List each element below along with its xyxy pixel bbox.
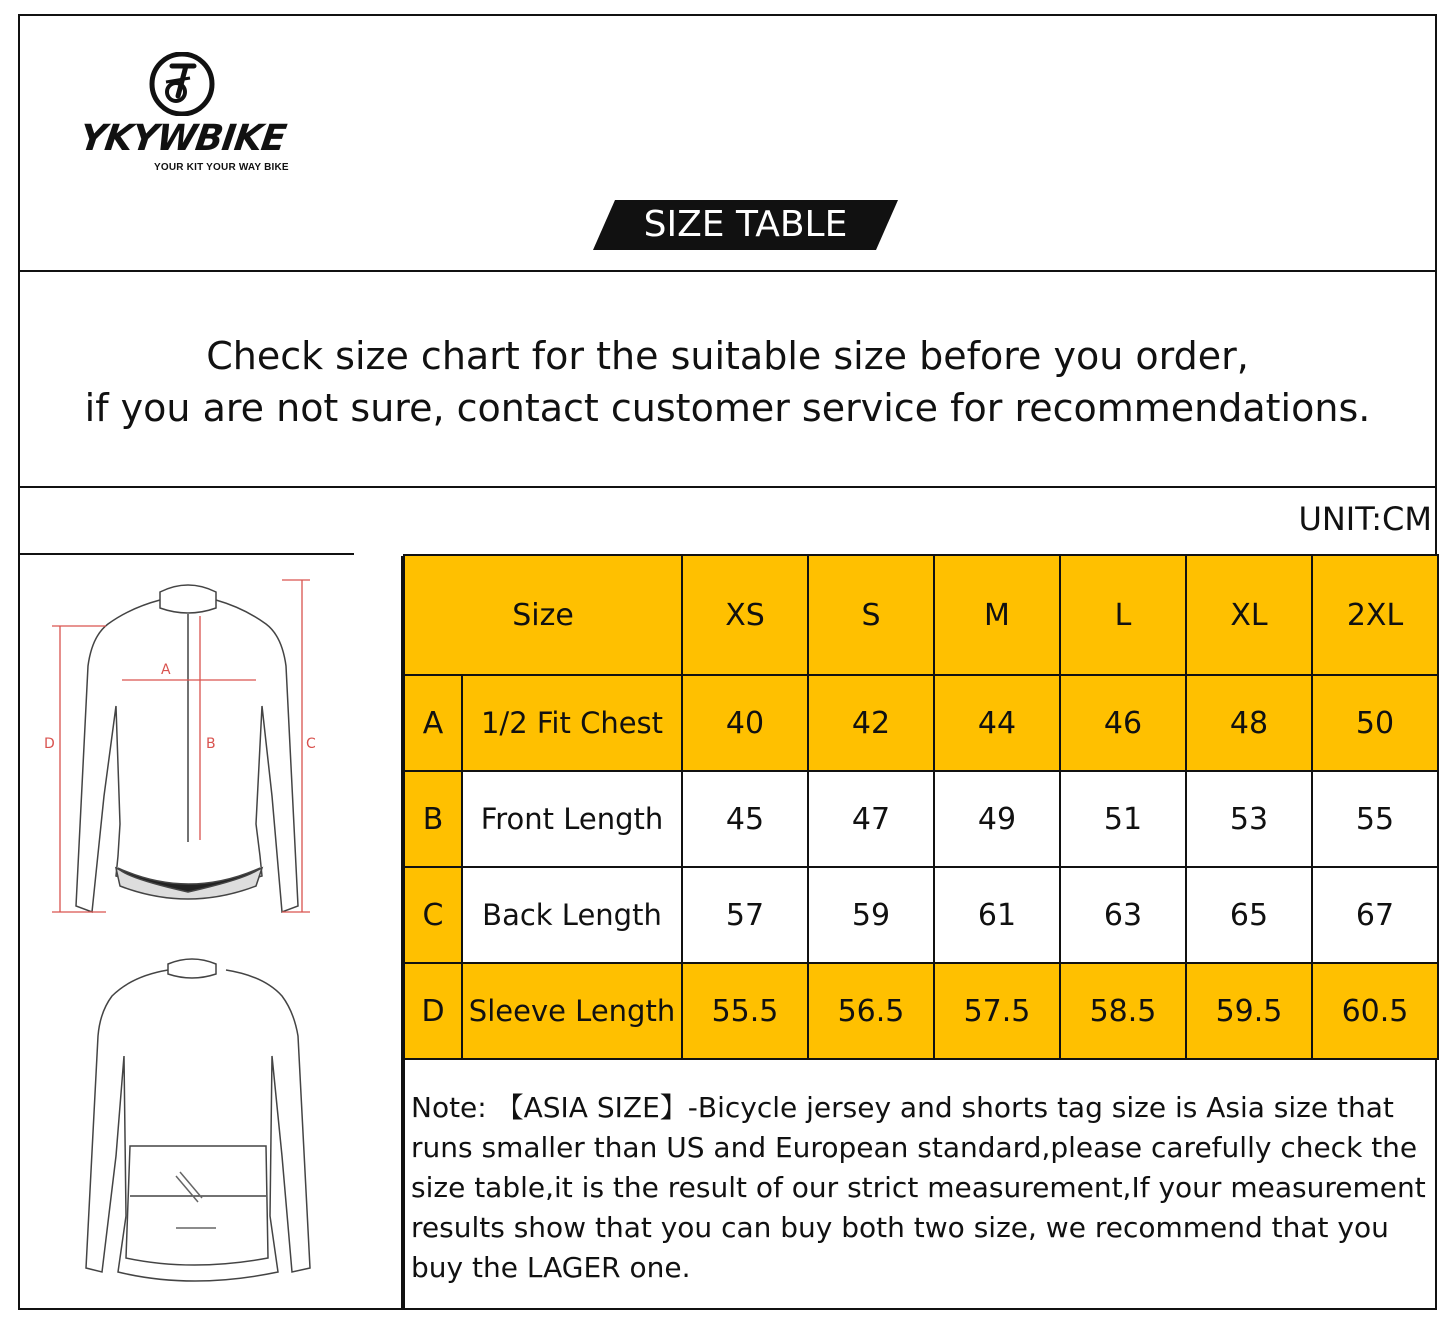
table-cell: 44 [934,675,1060,771]
jersey-diagram [20,556,403,1308]
unit-label: UNIT:CM [1298,500,1432,538]
intro-message [18,272,1437,488]
table-cell: 45 [682,771,808,867]
size-table-banner [593,200,898,250]
table-cell: 40 [682,675,808,771]
divider [18,553,354,555]
row-label: 1/2 Fit Chest [462,675,682,771]
size-header: Size [404,555,682,675]
row-key: C [404,867,462,963]
size-s: S [808,555,934,675]
size-xl: XL [1186,555,1312,675]
size-xs: XS [682,555,808,675]
table-cell: 59.5 [1186,963,1312,1059]
table-cell: 60.5 [1312,963,1438,1059]
jersey-back-icon [86,959,310,1281]
table-cell: 50 [1312,675,1438,771]
table-cell: 58.5 [1060,963,1186,1059]
table-cell: 65 [1186,867,1312,963]
row-key: A [404,675,462,771]
jersey-illustrations [20,556,403,1308]
table-cell: 46 [1060,675,1186,771]
table-row-back-length [404,867,1438,963]
brand-logo [77,52,300,182]
table-cell: 56.5 [808,963,934,1059]
table-cell: 57.5 [934,963,1060,1059]
row-key: B [404,771,462,867]
label-c: C [306,736,316,752]
table-cell: 47 [808,771,934,867]
label-b: B [206,736,216,752]
table-cell: 49 [934,771,1060,867]
table-cell: 51 [1060,771,1186,867]
table-cell: 59 [808,867,934,963]
jersey-front-icon [76,585,298,912]
row-key: D [404,963,462,1059]
table-cell: 55.5 [682,963,808,1059]
row-label: Sleeve Length [462,963,682,1059]
size-header-row [404,555,1438,675]
intro-line-1: Check size chart for the suitable size before you order, [206,334,1249,378]
size-m: M [934,555,1060,675]
table-cell: 67 [1312,867,1438,963]
intro-line-2: if you are not sure, contact customer service for recommendations. [84,386,1371,430]
size-2xl: 2XL [1312,555,1438,675]
row-label: Front Length [462,771,682,867]
bike-logo-icon [146,52,218,116]
table-cell: 57 [682,867,808,963]
brand-wordmark: YKYWBIKE [77,118,288,159]
table-row-front-length [404,771,1438,867]
label-a: A [161,662,171,678]
table-cell: 42 [808,675,934,771]
brand-tagline: YOUR KIT YOUR WAY BIKE [154,162,289,173]
table-cell: 61 [934,867,1060,963]
header [18,14,1437,272]
size-table [403,554,1439,1060]
row-label: Back Length [462,867,682,963]
size-note [403,1060,1437,1310]
table-cell: 53 [1186,771,1312,867]
note-text: Note: 【ASIA SIZE】-Bicycle jersey and shorts tag size is Asia size that runs smaller than US and European standard,please carefully check the size table,it is the result of our strict measurement,If your measurement results show that you can buy both two size, we recommend that you buy the LAGER one. [411,1091,1426,1284]
size-l: L [1060,555,1186,675]
table-cell: 55 [1312,771,1438,867]
table-cell: 48 [1186,675,1312,771]
size-table-title: SIZE TABLE [643,204,848,245]
table-row-sleeve-length [404,963,1438,1059]
table-row-chest [404,675,1438,771]
table-cell: 63 [1060,867,1186,963]
label-d: D [44,736,55,752]
